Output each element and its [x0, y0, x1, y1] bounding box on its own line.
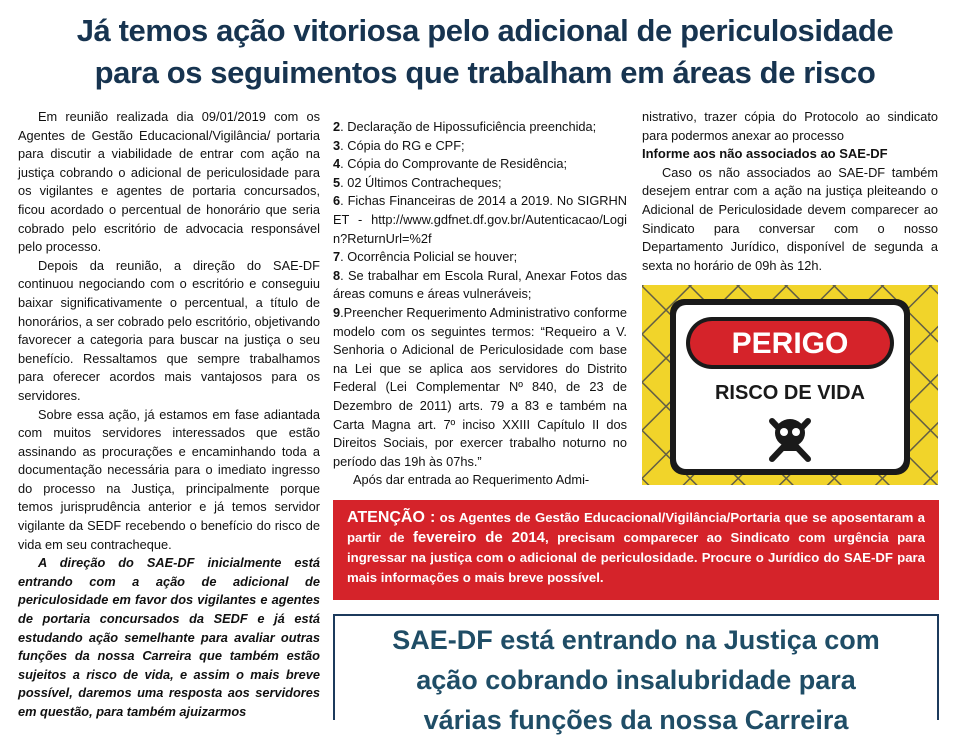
section-subheading: Informe aos não associados ao SAE-DF: [642, 146, 888, 162]
paragraph-emphasis: A direção do SAE-DF inicialmente está entrando com a ação de adicional de periculosidade em favor dos vigilantes e agentes de portaria concursados da SEDF e já está estudando ação semelhante para avaliar outras funções da nossa Carreira que também estão sujeitos a risco de vida, e assim o mais breve possível, daremos uma resposta aos servidores em questão, para também ajuizarmos: [18, 555, 320, 719]
danger-sign-image: [642, 285, 938, 485]
list-item: 2. Declaração de Hipossuficiência preenchida;: [333, 119, 597, 134]
paragraph: Após dar entrada ao Requerimento Admi-: [353, 472, 590, 488]
section-title-line-3: várias funções da nossa Carreira: [423, 705, 849, 735]
insalubrity-section: [333, 614, 939, 735]
list-item: 5. 02 Últimos Contracheques;: [333, 174, 502, 190]
list-item: 4. Cópia do Comprovante de Residência;: [333, 156, 568, 172]
paragraph: Sobre essa ação, já estamos em fase adiantada com muitos servidores interessados que estão assinando as procurações e encaminhando toda a documentação necessária para o imediato ingresso do processo na Justiça, principalmente porque temos jurisprudência anterior e já temos servidor vigilante da SEDF recebendo o benefício do risco de vida em seu contracheque.: [18, 406, 320, 552]
article-column-3: [642, 108, 938, 275]
article-column-2: [333, 118, 627, 490]
list-item: 3. Cópia do RG e CPF;: [333, 137, 465, 153]
danger-sign-illustration: [642, 285, 938, 485]
paragraph: Depois da reunião, a direção do SAE-DF continuou negociando com o escritório e conseguiu baixar significativamente o percentual, a título de honorários, a ser cobrado pelo escritório, objetivando favorecer a categoria para buscar na justiça o seu benefício. Ressaltamos que sempre trabalhamos para oferecer acordos mais vantajosos para os servidores.: [18, 257, 320, 403]
list-item: 9.Preencher Requerimento Administrativo conforme modelo com os seguintes termos: “Requeiro a V. Senhoria o Adicional de Periculosidade com base na Lei que se aplica aos servidores do Distrito Federal (Lei Complementar Nº 840, de 23 de Dezembro de 2011) arts. 79 a 83 e também na Carta Magna art. 7º inciso XXIII Capítulo II dos Direitos Sociais, por exercer trabalho noturno no período das 19h às 07hs.”: [333, 304, 627, 469]
list-item: 8. Se trabalhar em Escola Rural, Anexar Fotos das áreas comuns e áreas vulneráveis;: [333, 267, 627, 302]
paragraph: nistrativo, trazer cópia do Protocolo ao sindicato para podermos anexar ao processo: [642, 109, 938, 143]
sign-word: PERIGO: [731, 327, 849, 360]
article-column-1: [18, 108, 320, 722]
list-item: 7. Ocorrência Policial se houver;: [333, 249, 518, 265]
section-title-line-2: ação cobrando insalubridade para: [416, 665, 856, 695]
paragraph: Caso os não associados ao SAE-DF também desejem entrar com a ação na justiça pleiteando o Adicional de Periculosidade devem comparecer ao Sindicato para conversar com o nosso Departamento Jurídico, disponível de segunda a sexta no horário de 09h às 12h.: [642, 164, 938, 273]
page-headline: [20, 10, 950, 94]
date-highlight: fevereiro de 2014: [412, 529, 546, 546]
headline-line-1: Já temos ação vitoriosa pelo adicional de periculosidade: [76, 13, 894, 48]
paragraph: Em reunião realizada dia 09/01/2019 com os Agentes de Gestão Educacional/Vigilância/ portaria para discutir a viabilidade de entrar com ação na justiça cobrando o adicional de periculosidade para os vigilantes e agentes de portaria concursados, ficou acordado o percentual de honorário que seria cobrado pelo escritório de advocacia responsável pelo processo.: [18, 109, 320, 255]
sign-subtitle: RISCO DE VIDA: [714, 382, 866, 404]
list-item: 6. Fichas Financeiras de 2014 a 2019. No SIGRHNET - http://www.gdfnet.df.gov.br/Autenticacao/Login?ReturnUrl=%2f: [333, 193, 627, 246]
attention-notice: ATENÇÃO : os Agentes de Gestão Educacional/Vigilância/Portaria que se aposentaram a partir de fevereiro de 2014, precisam comparecer ao Sindicato com urgência para ingressar na justiça com o adicional de periculosidade. Procure o Jurídico do SAE-DF para mais informações o mais breve possível.: [333, 500, 939, 600]
cropped-top-heading: [380, 0, 950, 10]
section-title-line-1: SAE-DF está entrando na Justiça com: [392, 625, 880, 655]
attention-label: ATENÇÃO :: [347, 509, 436, 526]
headline-line-2: para os seguimentos que trabalham em áreas de risco: [94, 55, 876, 90]
